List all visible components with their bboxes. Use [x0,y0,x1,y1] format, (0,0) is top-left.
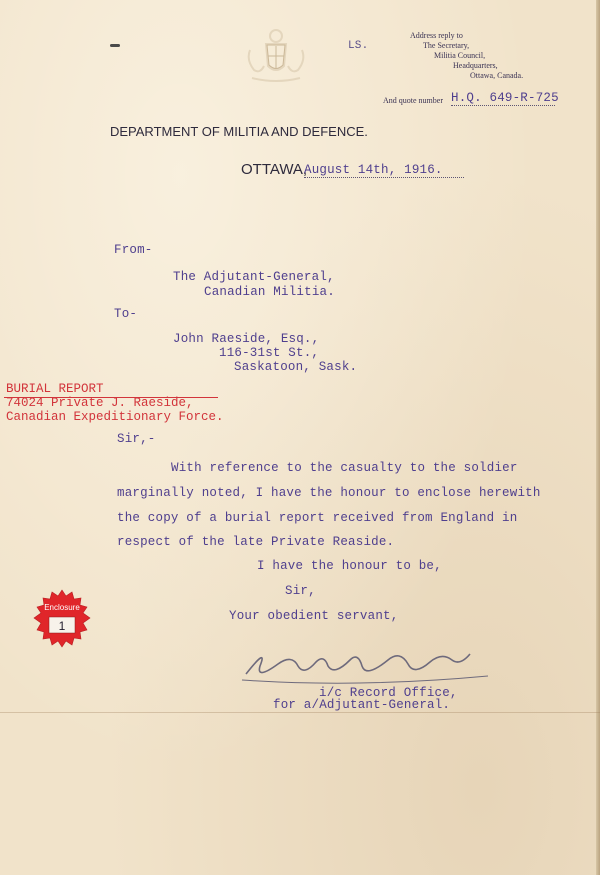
sign-title-line-1: i/c Record Office, [319,686,458,700]
address-reply-line-3: Militia Council, [434,51,486,60]
enclosure-label: Enclosure [44,603,80,612]
address-reply-line-5: Ottawa, Canada. [470,71,524,80]
closing-line-1: I have the honour to be, [257,559,442,573]
to-line-1: John Raeside, Esq., [173,332,320,346]
marginal-note-title: BURIAL REPORT [6,382,104,396]
body-line-4: respect of the late Private Reaside. [117,535,395,549]
to-line-3: Saskatoon, Sask. [234,360,358,374]
letter-date: August 14th, 1916. [304,163,464,178]
quote-number-label: And quote number [383,96,443,105]
paper-fold [0,712,600,713]
closing-line-3: Your obedient servant, [229,609,399,623]
from-label: From- [114,243,153,257]
salutation: Sir,- [117,432,156,446]
to-label: To- [114,307,138,321]
department-title: DEPARTMENT OF MILITIA AND DEFENCE. [110,124,368,139]
from-line-2: Canadian Militia. [204,285,335,299]
city-label: OTTAWA, [241,161,308,178]
paper-edge [596,0,600,875]
closing-line-2: Sir, [285,584,316,598]
sign-title-line-2: for a/Adjutant-General. [273,698,451,712]
body-line-1: With reference to the casualty to the soldier [171,461,518,475]
body-line-3: the copy of a burial report received from England in [117,511,518,525]
from-line-1: The Adjutant-General, [173,270,335,284]
ls-mark: LS. [348,40,369,52]
quote-number: H.Q. 649-R-725 [451,91,559,105]
ink-mark [110,44,120,47]
address-reply-line-4: Headquarters, [453,61,498,70]
marginal-note-line-2: 74024 Private J. Raeside, [6,396,194,410]
enclosure-number: 1 [58,619,66,633]
coat-of-arms-emblem [238,26,314,86]
signature-text [248,642,439,677]
body-line-2: marginally noted, I have the honour to enclose herewith [117,486,541,500]
address-reply-line-1: Address reply to [410,31,463,40]
signature [238,636,488,688]
marginal-note-line-3: Canadian Expeditionary Force. [6,410,224,424]
to-line-2: 116-31st St., [219,346,320,360]
address-reply-line-2: The Secretary, [423,41,470,50]
